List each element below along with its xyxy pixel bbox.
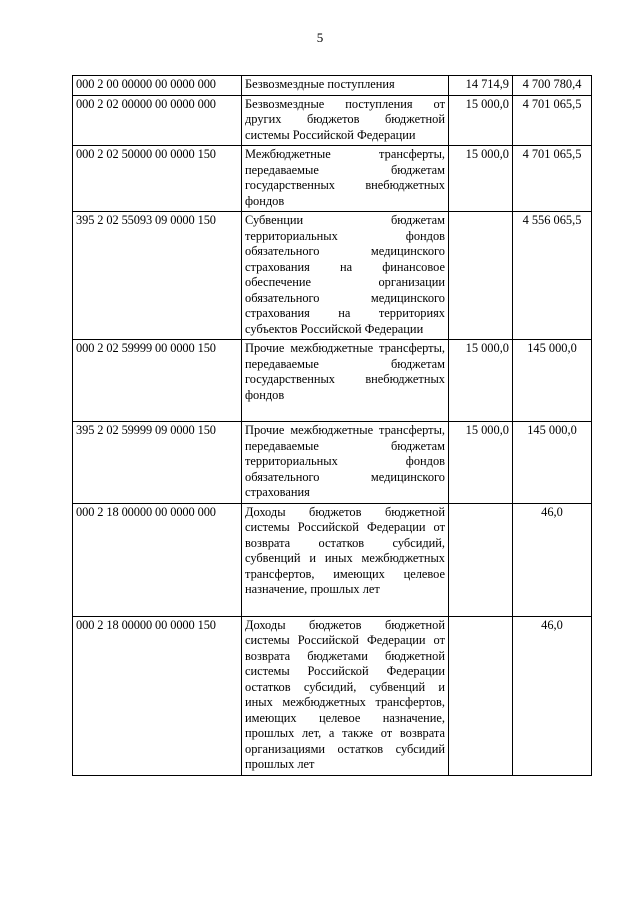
- plan-amount-cell: 14 714,9: [449, 76, 513, 96]
- revenue-name-cell: Доходы бюджетов бюджетной системы Российской Федерации от возврата остатков субсидий, субвенций и иных межбюджетных трансфертов, имеющих целевое назначение, прошлых лет: [242, 503, 449, 616]
- revenue-name-cell: Субвенции бюджетам территориальных фондов обязательного медицинского страхования на финансовое обеспечение организации обязательного медицинского страхования на территориях субъектов Российской Федерации: [242, 212, 449, 340]
- revenue-name-cell: Прочие межбюджетные трансферты, передаваемые бюджетам государственных внебюджетных фондов: [242, 340, 449, 422]
- revenue-name-cell: Безвозмездные поступления от других бюджетов бюджетной системы Российской Федерации: [242, 95, 449, 146]
- plan-amount-cell: 15 000,0: [449, 422, 513, 504]
- revenue-name-cell: Доходы бюджетов бюджетной системы Российской Федерации от возврата бюджетами бюджетной системы Российской Федерации остатков субсидий, субвенций и иных межбюджетных трансфертов, имеющих целевое назначение, прошлых лет, а также от возврата организациями остатков субсидий прошлых лет: [242, 616, 449, 775]
- revenue-name-cell: Безвозмездные поступления: [242, 76, 449, 96]
- table-row: [73, 340, 592, 422]
- executed-amount-cell: 4 556 065,5: [513, 212, 592, 340]
- executed-amount-cell: 46,0: [513, 616, 592, 775]
- table-row: [73, 616, 592, 775]
- plan-amount-cell: [449, 503, 513, 616]
- table-row: [73, 422, 592, 504]
- table-row: [73, 212, 592, 340]
- executed-amount-cell: 145 000,0: [513, 340, 592, 422]
- revenue-code-cell: 395 2 02 55093 09 0000 150: [73, 212, 242, 340]
- plan-amount-cell: 15 000,0: [449, 95, 513, 146]
- revenue-code-cell: 395 2 02 59999 09 0000 150: [73, 422, 242, 504]
- revenue-code-cell: 000 2 18 00000 00 0000 000: [73, 503, 242, 616]
- plan-amount-cell: [449, 212, 513, 340]
- page-number: 5: [316, 30, 324, 45]
- plan-amount-cell: 15 000,0: [449, 340, 513, 422]
- table-row: [73, 95, 592, 146]
- executed-amount-cell: 4 701 065,5: [513, 95, 592, 146]
- table-row: [73, 76, 592, 96]
- executed-amount-cell: 145 000,0: [513, 422, 592, 504]
- revenue-name-cell: Прочие межбюджетные трансферты, передаваемые бюджетам территориальных фондов обязательного медицинского страхования: [242, 422, 449, 504]
- table-row: [73, 503, 592, 616]
- revenue-code-cell: 000 2 02 00000 00 0000 000: [73, 95, 242, 146]
- table-row: [73, 146, 592, 212]
- plan-amount-cell: 15 000,0: [449, 146, 513, 212]
- revenue-code-cell: 000 2 02 59999 00 0000 150: [73, 340, 242, 422]
- executed-amount-cell: 4 701 065,5: [513, 146, 592, 212]
- revenue-code-cell: 000 2 02 50000 00 0000 150: [73, 146, 242, 212]
- revenue-code-cell: 000 2 00 00000 00 0000 000: [73, 76, 242, 96]
- budget-revenue-table: [72, 75, 592, 776]
- plan-amount-cell: [449, 616, 513, 775]
- revenue-code-cell: 000 2 18 00000 00 0000 150: [73, 616, 242, 775]
- revenue-name-cell: Межбюджетные трансферты, передаваемые бюджетам государственных внебюджетных фондов: [242, 146, 449, 212]
- executed-amount-cell: 46,0: [513, 503, 592, 616]
- executed-amount-cell: 4 700 780,4: [513, 76, 592, 96]
